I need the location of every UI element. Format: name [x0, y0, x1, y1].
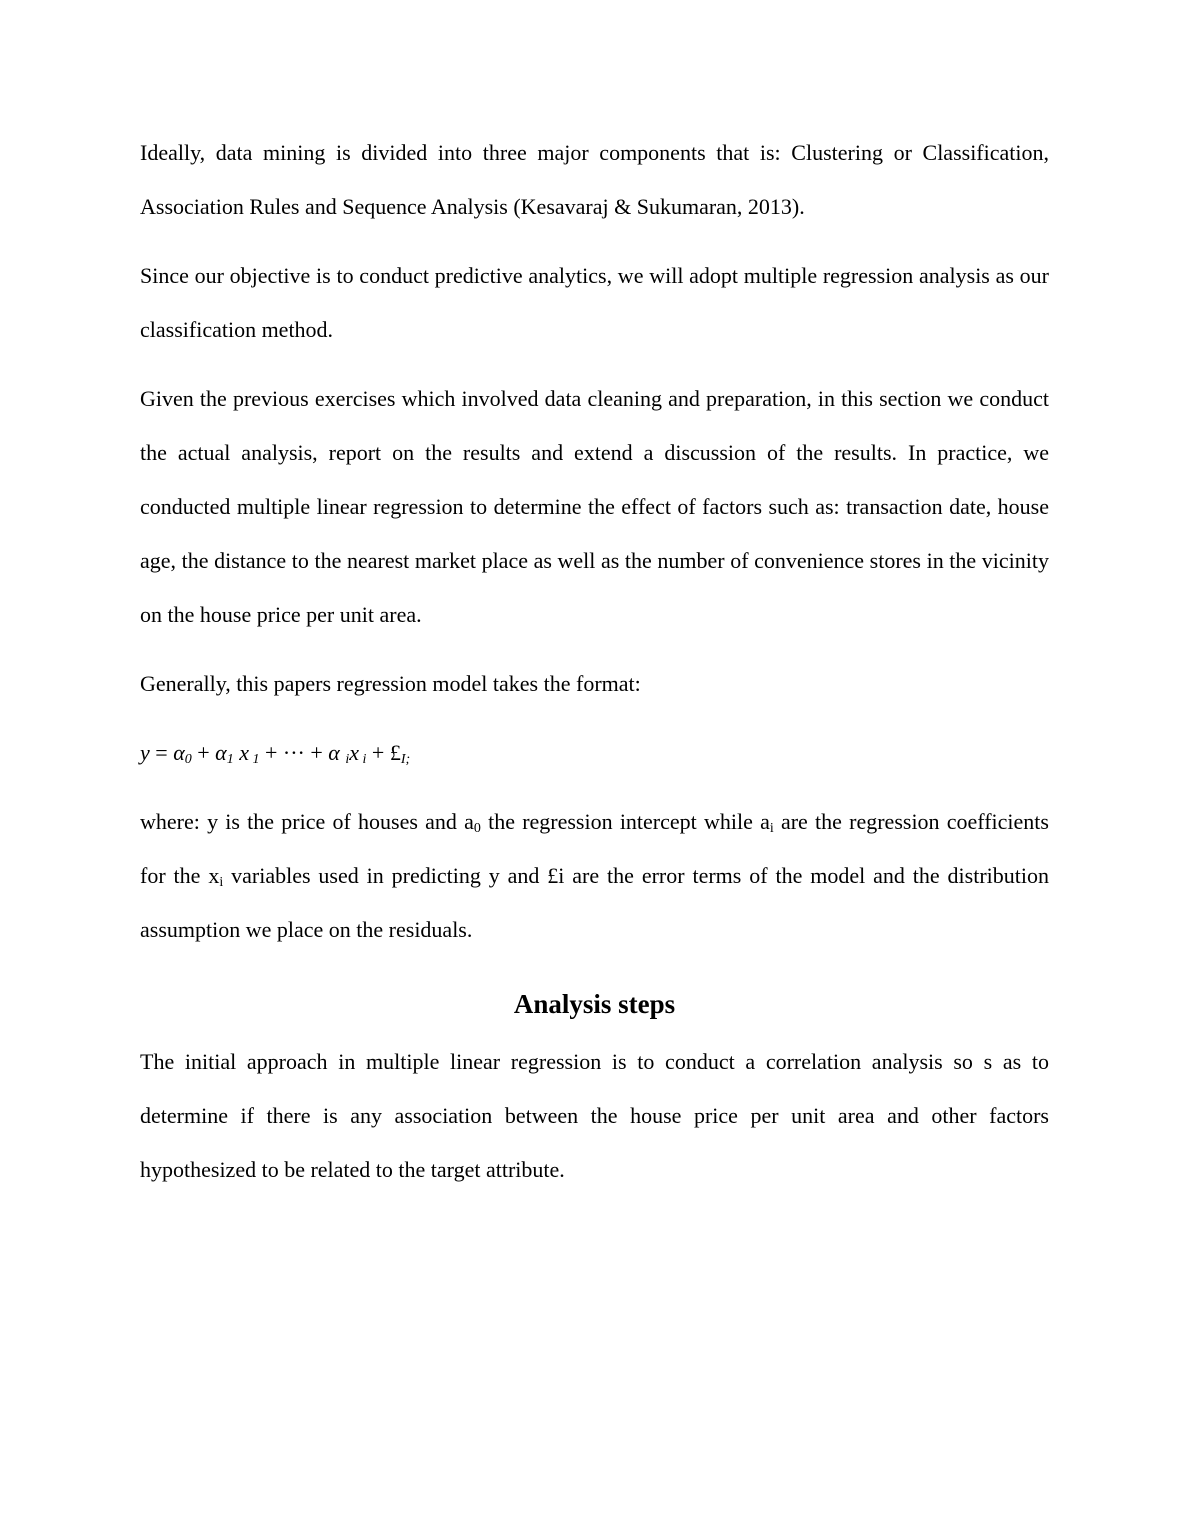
eq-error-term: £	[389, 740, 401, 765]
where-text-4: variables used in predicting y and £i are the error terms of the model and the distribution assumption we place on the residuals.	[140, 863, 1049, 942]
eq-x1-sub: 1	[249, 752, 260, 767]
eq-xi-sub: i	[359, 752, 367, 767]
eq-alpha0-sub: 0	[184, 752, 192, 767]
eq-y: y	[140, 740, 150, 765]
eq-alpha0: α	[173, 740, 185, 765]
eq-alpha1-sub: 1	[226, 752, 234, 767]
eq-error-sub: I;	[400, 752, 411, 767]
document-page	[140, 126, 1049, 1212]
section-heading-analysis-steps: Analysis steps	[513, 989, 676, 1019]
where-text-1: where: y is the price of houses and a	[140, 809, 474, 834]
paragraph-variable-definitions	[140, 795, 1049, 957]
where-sub-i-1: i	[769, 821, 774, 836]
where-text-3: are the regression coefficients for the x	[140, 809, 1049, 888]
where-text-2: the regression intercept while a	[480, 809, 770, 834]
eq-alpha1: α	[215, 740, 227, 765]
paragraph-data-mining-components: Ideally, data mining is divided into three major components that is: Clustering or Classification, Association Rules and Sequence Analysis (Kesavaraj & Sukumaran, 2013).	[140, 140, 1049, 219]
eq-x1: x	[233, 740, 249, 765]
regression-equation	[140, 726, 1049, 780]
eq-xi: x	[349, 740, 360, 765]
eq-plus-2: +	[366, 740, 390, 765]
eq-alphai-sub: i	[345, 752, 350, 767]
paragraph-initial-approach: The initial approach in multiple linear regression is to conduct a correlation analysis so s as to determine if there is any association between the house price per unit area and other factors hypothesized to be related to the target attribute.	[140, 1049, 1049, 1182]
eq-ellipsis: + ··· +	[259, 740, 329, 765]
paragraph-model-format-intro: Generally, this papers regression model takes the format:	[140, 671, 641, 696]
where-sub-i-2: i	[219, 875, 224, 890]
paragraph-objective: Since our objective is to conduct predictive analytics, we will adopt multiple regression analysis as our classification method.	[140, 263, 1049, 342]
eq-plus-1: +	[191, 740, 216, 765]
eq-equals: =	[149, 740, 174, 765]
eq-alphai: α	[328, 740, 346, 765]
paragraph-analysis-overview: Given the previous exercises which involved data cleaning and preparation, in this section we conduct the actual analysis, report on the results and extend a discussion of the results. In practice, we conducted multiple linear regression to determine the effect of factors such as: transaction date, house age, the distance to the nearest market place as well as the number of convenience stores in the vicinity on the house price per unit area.	[140, 386, 1049, 627]
where-sub-0: 0	[473, 821, 481, 836]
